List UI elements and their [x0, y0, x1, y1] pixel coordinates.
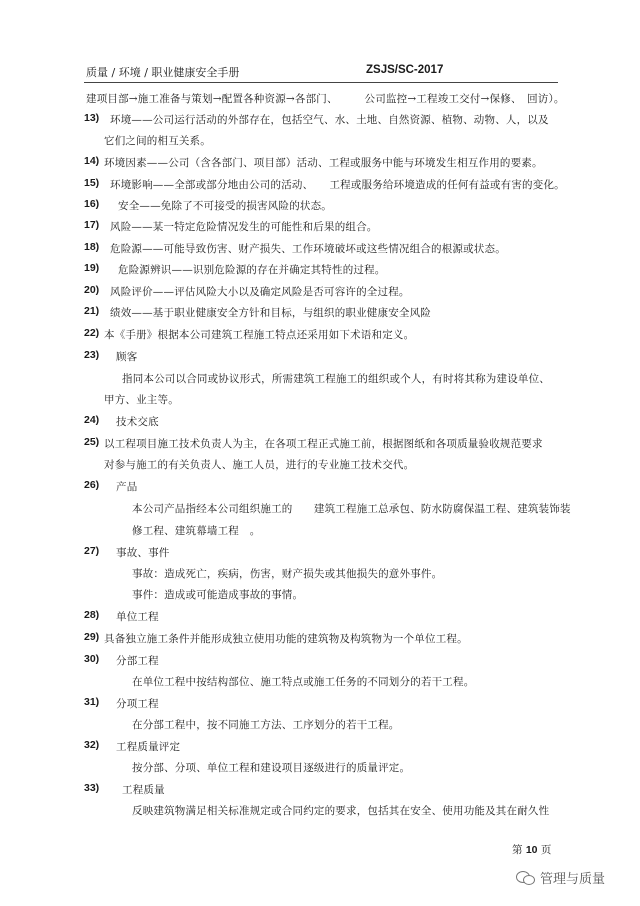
item-number: 31) — [84, 696, 100, 708]
body-text-line: 技术交底 — [116, 416, 159, 428]
item-number: 30) — [84, 653, 100, 665]
body-text-line: 环境因素——公司（含各部门、项目部）活动、工程或服务中能与环境发生相互作用的要素。 — [104, 157, 543, 169]
item-number: 17) — [84, 219, 100, 231]
document-code: ZSJS/SC-2017 — [366, 64, 444, 76]
item-number: 15) — [84, 177, 100, 189]
item-number: 26) — [84, 479, 100, 491]
body-text-line: 反映建筑物满足相关标准规定或合同约定的要求，包括其在安全、使用功能及其在耐久性 — [132, 805, 550, 817]
body-text-line: 风险评价——评估风险大小以及确定风险是否可容许的全过程。 — [110, 286, 410, 298]
body-text-line: 本《手册》根据本公司建筑工程施工特点还采用如下术语和定义。 — [104, 329, 415, 341]
body-text-line: 风险——某一特定危险情况发生的可能性和后果的组合。 — [110, 221, 378, 233]
body-text-line: 按分部、分项、单位工程和建设项目逐级进行的质量评定。 — [132, 762, 411, 774]
item-number: 21) — [84, 305, 100, 317]
item-number: 29) — [84, 631, 100, 643]
body-text-line: 在分部工程中，按不同施工方法、工序划分的若干工程。 — [132, 719, 400, 731]
page-header-left: 质量 / 环境 / 职业健康安全手册 — [86, 66, 240, 79]
body-text-line: 环境影响——全部或部分地由公司的活动、 工程或服务给环境造成的任何有益或有害的变化。 — [110, 179, 565, 191]
body-text-line: 它们之间的相互关系。 — [104, 135, 211, 147]
item-number: 18) — [84, 241, 100, 253]
item-number: 33) — [84, 782, 100, 794]
body-text-line: 工程质量 — [122, 784, 165, 796]
item-number: 16) — [84, 198, 100, 210]
item-number: 19) — [84, 262, 100, 274]
item-number: 23) — [84, 349, 100, 361]
page-footer — [512, 842, 551, 857]
item-number: 22) — [84, 327, 100, 339]
body-text-line: 修工程、建筑幕墙工程 。 — [132, 525, 261, 537]
body-text-line: 在单位工程中按结构部位、施工特点或施工任务的不同划分的若干工程。 — [132, 676, 475, 688]
item-number: 27) — [84, 545, 100, 557]
body-text-line: 事故：造成死亡，疾病，伤害，财产损失或其他损失的意外事件。 — [132, 568, 443, 580]
item-number: 20) — [84, 284, 100, 296]
page-prefix: 第 — [512, 844, 523, 856]
item-number: 14) — [84, 155, 100, 167]
header-divider — [84, 82, 558, 83]
body-text-line: 指同本公司以合同或协议形式，所需建筑工程施工的组织或个人，有时将其称为建设单位、 — [122, 373, 550, 385]
wechat-icon — [516, 871, 534, 885]
item-number: 28) — [84, 609, 100, 621]
body-text-line: 工程质量评定 — [116, 741, 181, 753]
page-number: 10 — [525, 844, 538, 856]
body-text-line: 对参与施工的有关负责人、施工人员，进行的专业施工技术交代。 — [104, 459, 415, 471]
item-number: 25) — [84, 436, 100, 448]
body-text-line: 分部工程 — [116, 655, 159, 667]
body-text-line: 本公司产品指经本公司组织施工的 建筑工程施工总承包、防水防腐保温工程、建筑装饰装 — [132, 503, 571, 515]
body-text-line: 建项目部→施工准备与策划→配置各种资源→各部门、 公司监控→工程竣工交付→保修、 回访）。 — [86, 93, 565, 105]
body-text-line: 危险源辨识——识别危险源的存在并确定其特性的过程。 — [118, 264, 386, 276]
body-text-line: 环境——公司运行活动的外部存在，包括空气、水、土地、自然资源、植物、动物、人，以及 — [110, 114, 549, 126]
body-text-line: 危险源——可能导致伤害、财产损失、工作环境破坏或这些情况组合的根源或状态。 — [110, 243, 506, 255]
body-text-line: 产品 — [116, 481, 138, 493]
body-text-line: 单位工程 — [116, 611, 159, 623]
item-number: 32) — [84, 739, 100, 751]
body-text-line: 以工程项目施工技术负责人为主，在各项工程正式施工前，根据图纸和各项质量验收规范要求 — [104, 438, 543, 450]
body-text-line: 事故、事件 — [116, 547, 170, 559]
body-text-line: 安全——免除了不可接受的损害风险的状态。 — [118, 200, 332, 212]
body-text-line: 甲方、业主等。 — [104, 394, 179, 406]
body-text-line: 绩效——基于职业健康安全方针和目标，与组织的职业健康安全风险 — [110, 307, 431, 319]
body-text-line: 分项工程 — [116, 698, 159, 710]
page-suffix: 页 — [540, 844, 552, 856]
item-number: 13) — [84, 112, 100, 124]
item-number: 24) — [84, 414, 100, 426]
body-text-line: 顾客 — [116, 351, 138, 363]
watermark-text: 管理与质量 — [540, 871, 606, 886]
watermark — [516, 868, 605, 887]
body-text-line: 事件：造成或可能造成事故的事情。 — [132, 589, 304, 601]
body-text-line: 具备独立施工条件并能形成独立使用功能的建筑物及构筑物为一个单位工程。 — [104, 633, 468, 645]
